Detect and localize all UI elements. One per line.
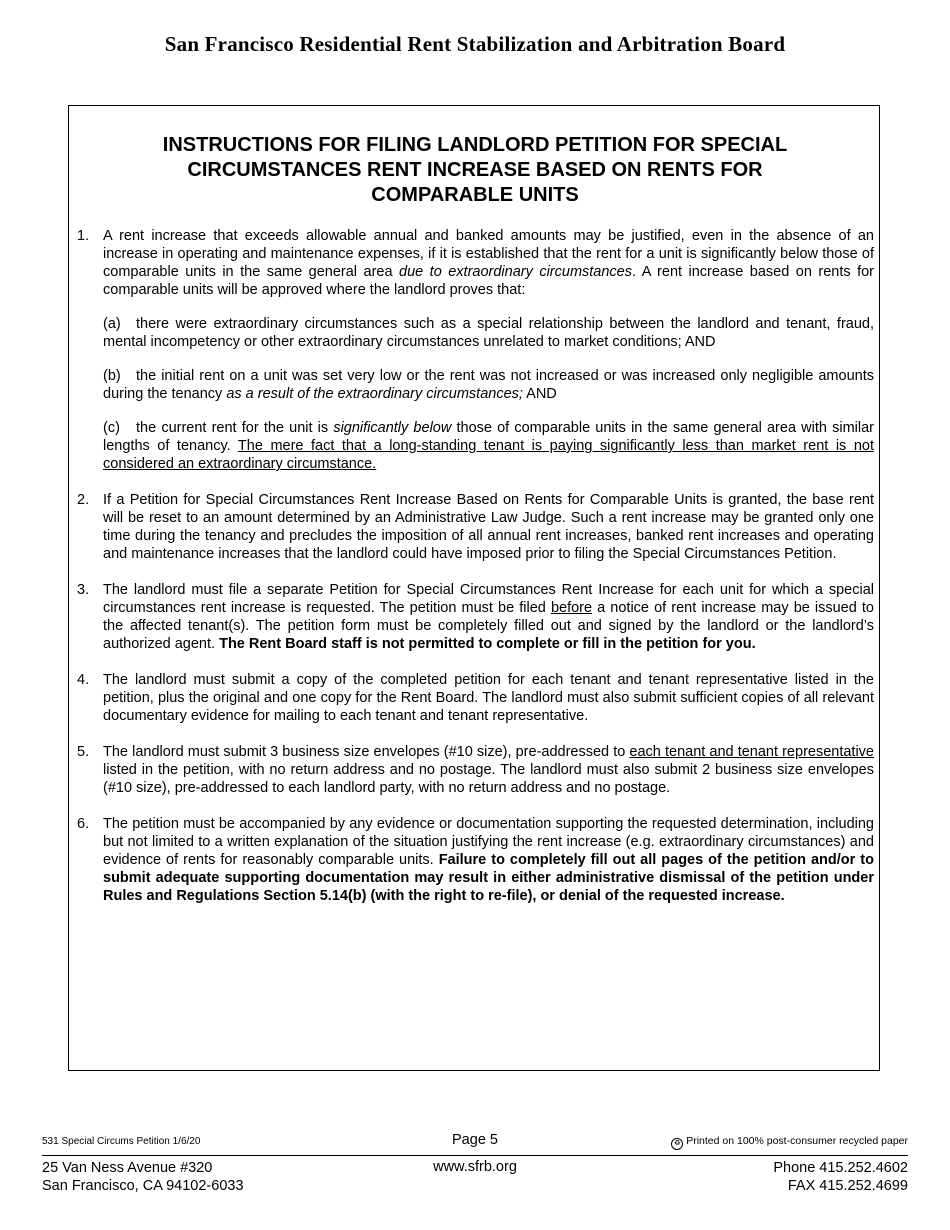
item-number: 3. [77,582,90,598]
item-2-text: If a Petition for Special Circumstances Rent Increase Based on Rents for Comparable Units is granted, the base rent will be reset to an amount determined by an Administrative Law Judge. Such a rent increase may be granted only one time during the tenancy and precludes the imposition of all annual rent increases, banked rent increases and operating and maintenance increases that the landlord could have imposed prior to filing the Special Circumstances Petition. [103,492,874,562]
item-number: 5. [77,744,90,760]
sub-item-a: (a) there were extraordinary circumstances such as a special relationship between the landlord and tenant, fraud, mental incompetency or other extraordinary circumstances unrelated to market conditions; AND [103,316,874,350]
item-number: 4. [77,672,90,688]
instructions-list [74,227,874,923]
list-item-5 [74,743,874,797]
title-line-3: COMPARABLE UNITS [371,184,579,206]
footer-website[interactable]: www.sfrb.org [433,1159,517,1175]
item-4-text: The landlord must submit a copy of the completed petition for each tenant and tenant representative listed in the petition, plus the original and one copy for the Rent Board. The landlord must also submit sufficient copies of all relevant documentary evidence for mailing to each tenant and tenant representative. [103,672,874,724]
footer-contact: Phone 415.252.4602 FAX 415.252.4699 [773,1160,908,1194]
title-line-1: INSTRUCTIONS FOR FILING LANDLORD PETITION FOR SPECIAL [162,134,788,156]
board-header: San Francisco Residential Rent Stabilization and Arbitration Board [164,32,786,56]
item-3-text: The landlord must file a separate Petition for Special Circumstances Rent Increase for each unit for which a special circumstances rent increase is requested. The petition must be filed before a notice of rent increase may be issued to the affected tenant(s). The petition form must be completely filled out and signed by the landlord or the landlord’s authorized agent. The Rent Board staff is not permitted to complete or fill in the petition for you. [103,582,874,652]
footer-address: 25 Van Ness Avenue #320 San Francisco, CA 94102-6033 [42,1160,244,1194]
recycled-note: ♻ Printed on 100% post-consumer recycled paper [671,1135,908,1150]
recycle-icon: ♻ [671,1138,683,1150]
title-line-2: CIRCUMSTANCES RENT INCREASE BASED ON RENTS FOR [187,159,763,181]
item-number: 1. [77,228,90,244]
sub-item-b: (b) the initial rent on a unit was set very low or the rent was not increased or was increased only negligible amounts during the tenancy as a result of the extraordinary circumstances; AND [103,368,874,402]
item-1-text: A rent increase that exceeds allowable annual and banked amounts may be justified, even in the absence of an increase in operating and maintenance expenses, if it is established that the rent for a unit is significantly below those of comparable units in the same general area due to extraordinary circumstances. A rent increase based on rents for comparable units will be approved where the landlord proves that: [103,228,874,298]
list-item-2 [74,491,874,563]
list-item-6 [74,815,874,905]
item-5-text: The landlord must submit 3 business size envelopes (#10 size), pre-addressed to each tenant and tenant representative listed in the petition, with no return address and no postage. The landlord must also submit 2 business size envelopes (#10 size), pre-addressed to each landlord party, with no return address and no postage. [103,744,874,796]
page-number: Page 5 [452,1132,498,1148]
list-item-1 [74,227,874,473]
list-item-4 [74,671,874,725]
sub-item-c: (c) the current rent for the unit is significantly below those of comparable units in the same general area with similar lengths of tenancy. The mere fact that a long-standing tenant is paying significantly less than market rent is not considered an extraordinary circumstance. [103,420,875,472]
item-number: 2. [77,492,90,508]
form-id: 531 Special Circums Petition 1/6/20 [42,1136,201,1147]
list-item-3 [74,581,874,653]
item-6-text: The petition must be accompanied by any evidence or documentation supporting the requested determination, including but not limited to a written explanation of the situation justifying the rent increase (e.g. extraordinary circumstances) and evidence of rents for reasonably comparable units. Failure to completely fill out all pages of the petition and/or to submit adequate supporting documentation may result in either administrative dismissal of the petition under Rules and Regulations Section 5.14(b) (with the right to re-file), or denial of the requested increase. [103,816,874,904]
item-number: 6. [77,816,90,832]
page-title [0,133,950,208]
footer-divider [42,1155,908,1156]
